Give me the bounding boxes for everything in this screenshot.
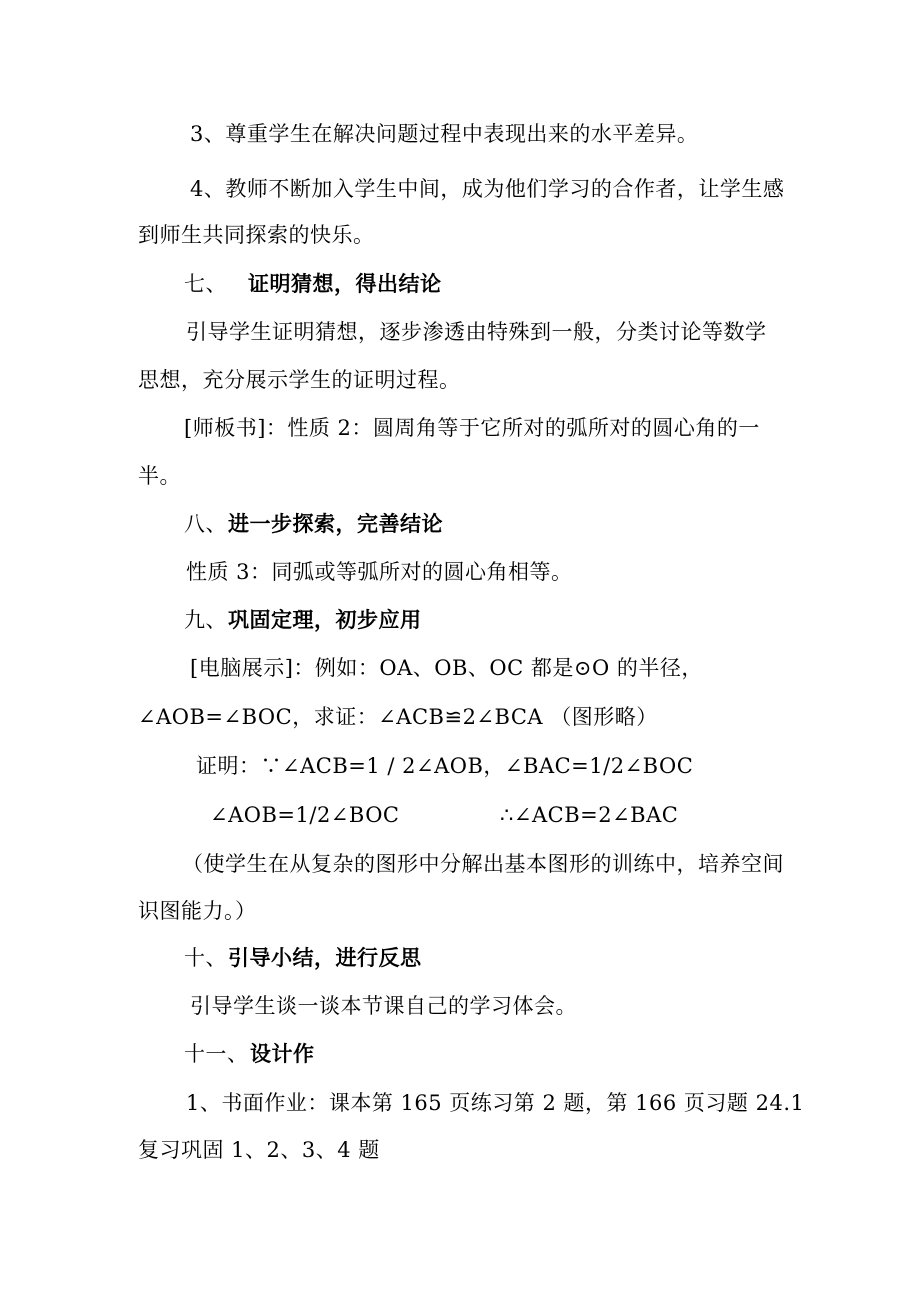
section-heading-7-number: 七、 xyxy=(184,272,227,296)
section-heading-8-number: 八、 xyxy=(184,512,227,536)
paragraph-note-cont: 识图能力。） xyxy=(138,899,257,923)
section-heading-10: 引导小结，进行反思 xyxy=(228,945,422,970)
proof-line-2-left: ∠AOB=1/2∠BOC xyxy=(210,803,400,827)
paragraph-item-4: 4、教师不断加入学生中间，成为他们学习的合作者，让学生感 xyxy=(190,177,785,201)
proof-line-2-right: ∴∠ACB=2∠BAC xyxy=(500,803,679,827)
paragraph-homework: 1、书面作业：课本第 165 页练习第 2 题，第 166 页习题 24.1 xyxy=(186,1091,805,1115)
paragraph-summary: 引导学生谈一谈本节课自己的学习体会。 xyxy=(190,994,577,1018)
paragraph-guide-proof: 引导学生证明猜想，逐步渗透由特殊到一般，分类讨论等数学 xyxy=(186,320,767,344)
section-heading-11-number: 十一、 xyxy=(184,1042,249,1066)
paragraph-homework-cont: 复习巩固 1、2、3、4 题 xyxy=(138,1138,380,1162)
paragraph-item-4-cont: 到师生共同探索的快乐。 xyxy=(138,223,375,247)
paragraph-property-2-cont: 半。 xyxy=(138,464,181,488)
section-heading-9: 巩固定理，初步应用 xyxy=(228,607,422,632)
paragraph-example: [电脑展示]：例如：OA、OB、OC 都是⊙O 的半径， xyxy=(190,656,703,680)
paragraph-item-3: 3、尊重学生在解决问题过程中表现出来的水平差异。 xyxy=(190,122,699,146)
section-heading-10-number: 十、 xyxy=(184,946,227,970)
section-heading-8: 进一步探索，完善结论 xyxy=(228,511,443,536)
section-heading-11: 设计作 xyxy=(250,1041,315,1066)
paragraph-example-cont: ∠AOB=∠BOC，求证：∠ACB≌2∠BCA （图形略） xyxy=(138,705,658,729)
paragraph-note: （使学生在从复杂的图形中分解出基本图形的训练中，培养空间 xyxy=(182,852,784,876)
paragraph-guide-proof-cont: 思想，充分展示学生的证明过程。 xyxy=(138,368,461,392)
section-heading-7: 证明猜想，得出结论 xyxy=(248,271,442,296)
proof-line-1: 证明：∵∠ACB=1 / 2∠AOB，∠BAC=1/2∠BOC xyxy=(196,754,694,778)
paragraph-property-3: 性质 3：同弧或等弧所对的圆心角相等。 xyxy=(186,560,573,584)
section-heading-9-number: 九、 xyxy=(184,608,227,632)
paragraph-property-2: [师板书]：性质 2：圆周角等于它所对的弧所对的圆心角的一 xyxy=(184,416,760,440)
